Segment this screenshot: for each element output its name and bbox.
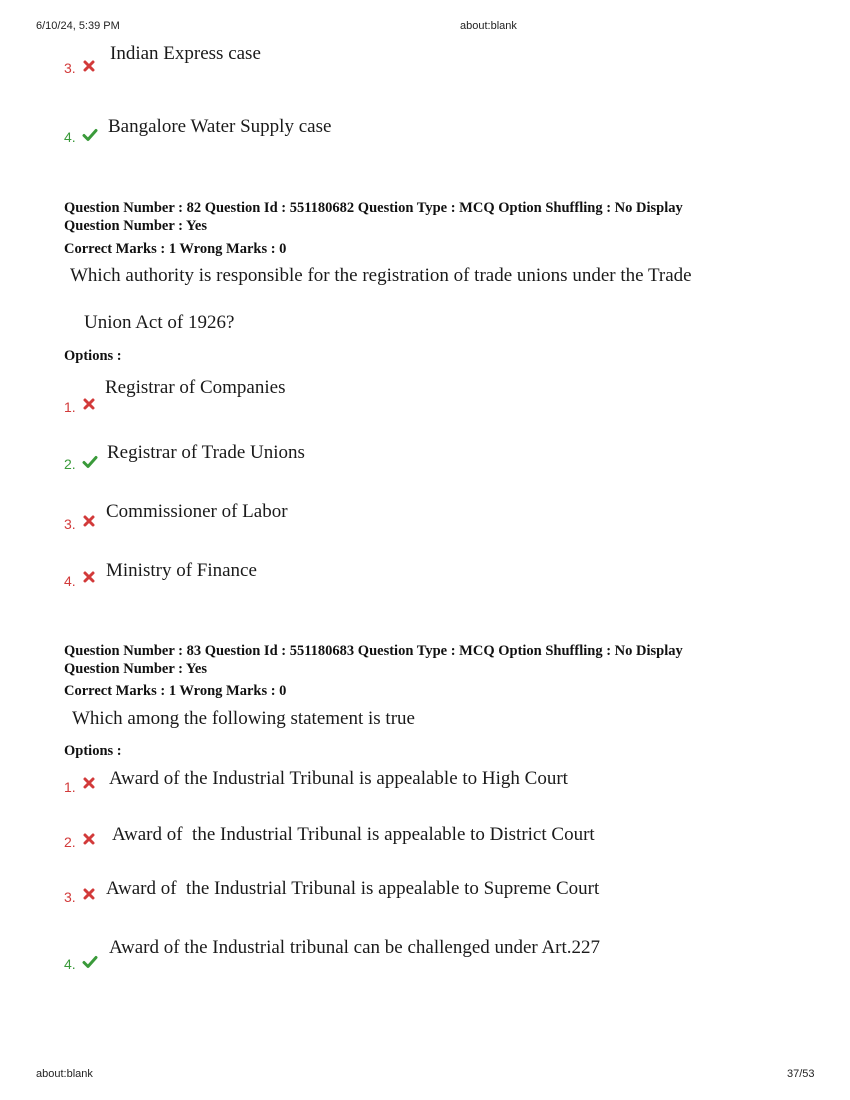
print-title: about:blank	[460, 20, 517, 32]
question-text-cont: Union Act of 1926?	[84, 312, 235, 333]
option-text: Bangalore Water Supply case	[108, 116, 332, 137]
option-number: 3.	[64, 889, 76, 905]
question-text: Which authority is responsible for the registration of trade unions under the Trade	[70, 265, 692, 286]
option-number: 4.	[64, 956, 76, 972]
option-text: Award of the Industrial Tribunal is appealable to District Court	[112, 824, 595, 845]
question-meta: Question Number : 83 Question Id : 551180683 Question Type : MCQ Option Shuffling : No Display	[64, 643, 683, 659]
option-text: Commissioner of Labor	[106, 501, 288, 522]
option-number: 3.	[64, 60, 76, 76]
options-label: Options :	[64, 743, 122, 759]
question-text: Which among the following statement is true	[72, 708, 415, 729]
option-number: 1.	[64, 399, 76, 415]
wrong-icon	[82, 887, 96, 901]
option-text: Registrar of Companies	[105, 377, 286, 398]
option-text: Award of the Industrial Tribunal is appealable to High Court	[109, 768, 568, 789]
question-meta-cont: Question Number : Yes	[64, 661, 207, 677]
wrong-icon	[82, 397, 96, 411]
options-label: Options :	[64, 348, 122, 364]
option-number: 4.	[64, 573, 76, 589]
check-icon	[82, 455, 98, 469]
option-number: 3.	[64, 516, 76, 532]
question-marks: Correct Marks : 1 Wrong Marks : 0	[64, 241, 287, 257]
wrong-icon	[82, 59, 96, 73]
option-text: Registrar of Trade Unions	[107, 442, 305, 463]
option-text: Ministry of Finance	[106, 560, 257, 581]
option-number: 1.	[64, 779, 76, 795]
option-number: 4.	[64, 129, 76, 145]
wrong-icon	[82, 776, 96, 790]
option-text: Award of the Industrial Tribunal is appealable to Supreme Court	[106, 878, 600, 899]
option-text: Award of the Industrial tribunal can be challenged under Art.227	[109, 937, 601, 958]
question-marks: Correct Marks : 1 Wrong Marks : 0	[64, 683, 287, 699]
print-datetime: 6/10/24, 5:39 PM	[36, 20, 120, 32]
footer-url: about:blank	[36, 1068, 93, 1080]
wrong-icon	[82, 570, 96, 584]
option-number: 2.	[64, 456, 76, 472]
question-meta: Question Number : 82 Question Id : 551180682 Question Type : MCQ Option Shuffling : No Display	[64, 200, 683, 216]
check-icon	[82, 128, 98, 142]
wrong-icon	[82, 514, 96, 528]
option-number: 2.	[64, 834, 76, 850]
check-icon	[82, 955, 98, 969]
option-text: Indian Express case	[110, 43, 261, 64]
question-meta-cont: Question Number : Yes	[64, 218, 207, 234]
page-number: 37/53	[787, 1068, 815, 1080]
wrong-icon	[82, 832, 96, 846]
